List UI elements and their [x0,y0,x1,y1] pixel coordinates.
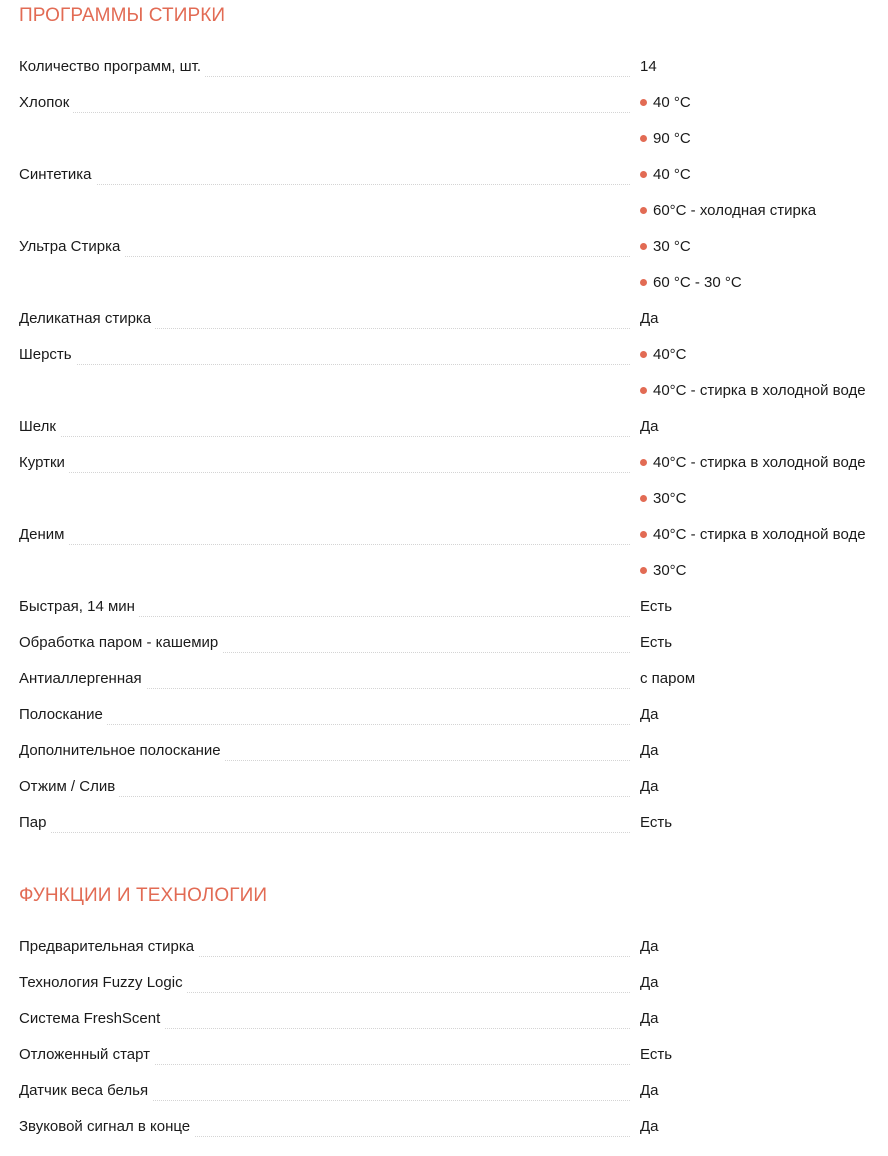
spec-values [640,302,659,338]
spec-row [19,770,888,806]
bullet-icon [640,135,647,142]
spec-row [19,1002,888,1038]
spec-label-cell [19,734,640,770]
spec-value-text: Да [640,778,659,795]
spec-value-text: 30°C [653,490,687,507]
bullet-icon [640,243,647,250]
spec-value-text: Да [640,1118,659,1135]
spec-label: Количество программ, шт. [19,50,205,86]
spec-row [19,158,888,230]
spec-value [640,1002,659,1038]
spec-value-text: 30 °C [653,238,691,255]
spec-label-cell [19,230,640,302]
spec-label-cell [19,806,640,842]
spec-value [640,446,866,482]
spec-row [19,966,888,1002]
spec-row [19,1074,888,1110]
spec-value-text: Есть [640,634,673,651]
spec-value-text: 60 °C - 30 °C [653,274,742,291]
spec-list [19,930,888,1146]
spec-value [640,590,672,626]
spec-values [640,626,672,662]
spec-value [640,158,816,194]
spec-value-text: 30°C [653,562,687,579]
spec-value-text: 40°C - стирка в холодной воде [653,454,866,471]
bullet-icon [640,207,647,214]
spec-label-cell [19,626,640,662]
spec-label: Звуковой сигнал в конце [19,1110,194,1146]
spec-values [640,230,742,302]
bullet-icon [640,567,647,574]
spec-label-cell [19,1038,640,1074]
spec-value [640,482,866,518]
spec-row [19,50,888,86]
spec-label-cell [19,410,640,446]
spec-row [19,86,888,158]
spec-row [19,302,888,338]
spec-label-cell [19,518,640,590]
spec-label-cell [19,590,640,626]
spec-value [640,302,659,338]
spec-label: Быстрая, 14 мин [19,590,139,626]
spec-values [640,50,657,86]
spec-values [640,734,659,770]
spec-label: Полоскание [19,698,107,734]
spec-row [19,806,888,842]
spec-values [640,1002,659,1038]
spec-value-text: 40°C - стирка в холодной воде [653,382,866,399]
spec-values [640,1074,659,1110]
spec-value-text: Есть [640,814,673,831]
spec-label: Датчик веса белья [19,1074,152,1110]
spec-row [19,734,888,770]
spec-label: Отжим / Слив [19,770,119,806]
spec-label: Предварительная стирка [19,930,198,966]
spec-value-text: Да [640,974,659,991]
dotted-leader [19,184,630,185]
spec-label: Хлопок [19,86,73,122]
dotted-leader [19,112,630,113]
spec-row [19,590,888,626]
spec-label: Синтетика [19,158,96,194]
spec-value-text: Да [640,742,659,759]
spec-row [19,662,888,698]
spec-value [640,930,659,966]
spec-label-cell [19,50,640,86]
spec-values [640,86,691,158]
spec-value-text: Да [640,310,659,327]
spec-label-cell [19,446,640,518]
dotted-leader [19,436,630,437]
spec-label-cell [19,1110,640,1146]
spec-value [640,770,659,806]
spec-list [19,50,888,842]
spec-value-text: 90 °C [653,130,691,147]
spec-value-text: Да [640,706,659,723]
spec-label-cell [19,302,640,338]
spec-label: Обработка паром - кашемир [19,626,222,662]
spec-row [19,1038,888,1074]
spec-values [640,966,659,1002]
bullet-icon [640,531,647,538]
spec-label: Деликатная стирка [19,302,155,338]
bullet-icon [640,387,647,394]
spec-values [640,662,695,698]
spec-label: Куртки [19,446,69,482]
spec-value [640,806,672,842]
spec-label-cell [19,1002,640,1038]
spec-row [19,626,888,662]
dotted-leader [19,832,630,833]
spec-row [19,930,888,966]
spec-value [640,374,866,410]
spec-label-cell [19,158,640,230]
dotted-leader [19,544,630,545]
bullet-icon [640,495,647,502]
spec-value-text: Да [640,418,659,435]
spec-value [640,122,691,158]
spec-value [640,698,659,734]
spec-row [19,518,888,590]
spec-label-cell [19,770,640,806]
spec-label: Дополнительное полоскание [19,734,225,770]
spec-value [640,966,659,1002]
section-title: ФУНКЦИИ И ТЕХНОЛОГИИ [19,885,268,906]
spec-value [640,626,672,662]
spec-values [640,158,816,230]
spec-values [640,770,659,806]
spec-value [640,1110,659,1146]
spec-value [640,518,866,554]
bullet-icon [640,459,647,466]
spec-row [19,446,888,518]
spec-row [19,1110,888,1146]
spec-label-cell [19,338,640,410]
spec-label: Шелк [19,410,60,446]
spec-value-text: 40°C [653,346,687,363]
spec-label-cell [19,698,640,734]
spec-value [640,662,695,698]
spec-values [640,1110,659,1146]
spec-value-text: Есть [640,598,673,615]
spec-label-cell [19,1074,640,1110]
spec-value [640,194,816,230]
spec-label: Отложенный старт [19,1038,154,1074]
spec-row [19,698,888,734]
spec-values [640,698,659,734]
spec-values [640,338,866,410]
bullet-icon [640,279,647,286]
spec-value-text: Да [640,1082,659,1099]
spec-values [640,410,659,446]
dotted-leader [19,472,630,473]
spec-values [640,518,866,590]
spec-label-cell [19,966,640,1002]
spec-value [640,410,659,446]
bullet-icon [640,351,647,358]
dotted-leader [19,724,630,725]
spec-value [640,86,691,122]
spec-value [640,734,659,770]
spec-label: Технология Fuzzy Logic [19,966,187,1002]
spec-value [640,230,742,266]
spec-label-cell [19,930,640,966]
spec-row [19,230,888,302]
spec-values [640,1038,672,1074]
spec-value-text: Да [640,1010,659,1027]
spec-value-text: 60°C - холодная стирка [653,202,817,219]
spec-label: Шерсть [19,338,76,374]
spec-value [640,554,866,590]
spec-label: Система FreshScent [19,1002,164,1038]
spec-label-cell [19,662,640,698]
section-functions-technologies [0,880,888,1146]
spec-values [640,446,866,518]
spec-row [19,410,888,446]
spec-value-text: с паром [640,670,696,687]
spec-value-text: 40 °C [653,94,691,111]
spec-value-text: 40°C - стирка в холодной воде [653,526,866,543]
spec-values [640,590,672,626]
dotted-leader [19,364,630,365]
spec-value [640,1038,672,1074]
spec-label: Пар [19,806,50,842]
spec-value-text: 40 °C [653,166,691,183]
spec-label: Деним [19,518,68,554]
spec-value-text: 14 [640,58,657,75]
spec-label-cell [19,86,640,158]
spec-value [640,1074,659,1110]
spec-values [640,930,659,966]
spec-values [640,806,672,842]
section-title: ПРОГРАММЫ СТИРКИ [19,5,226,26]
spec-value-text: Да [640,938,659,955]
spec-value [640,338,866,374]
spec-label: Ультра Стирка [19,230,124,266]
bullet-icon [640,99,647,106]
bullet-icon [640,171,647,178]
spec-value [640,266,742,302]
spec-row [19,338,888,410]
spec-label: Антиаллергенная [19,662,146,698]
spec-value-text: Есть [640,1046,673,1063]
spec-value [640,50,657,86]
